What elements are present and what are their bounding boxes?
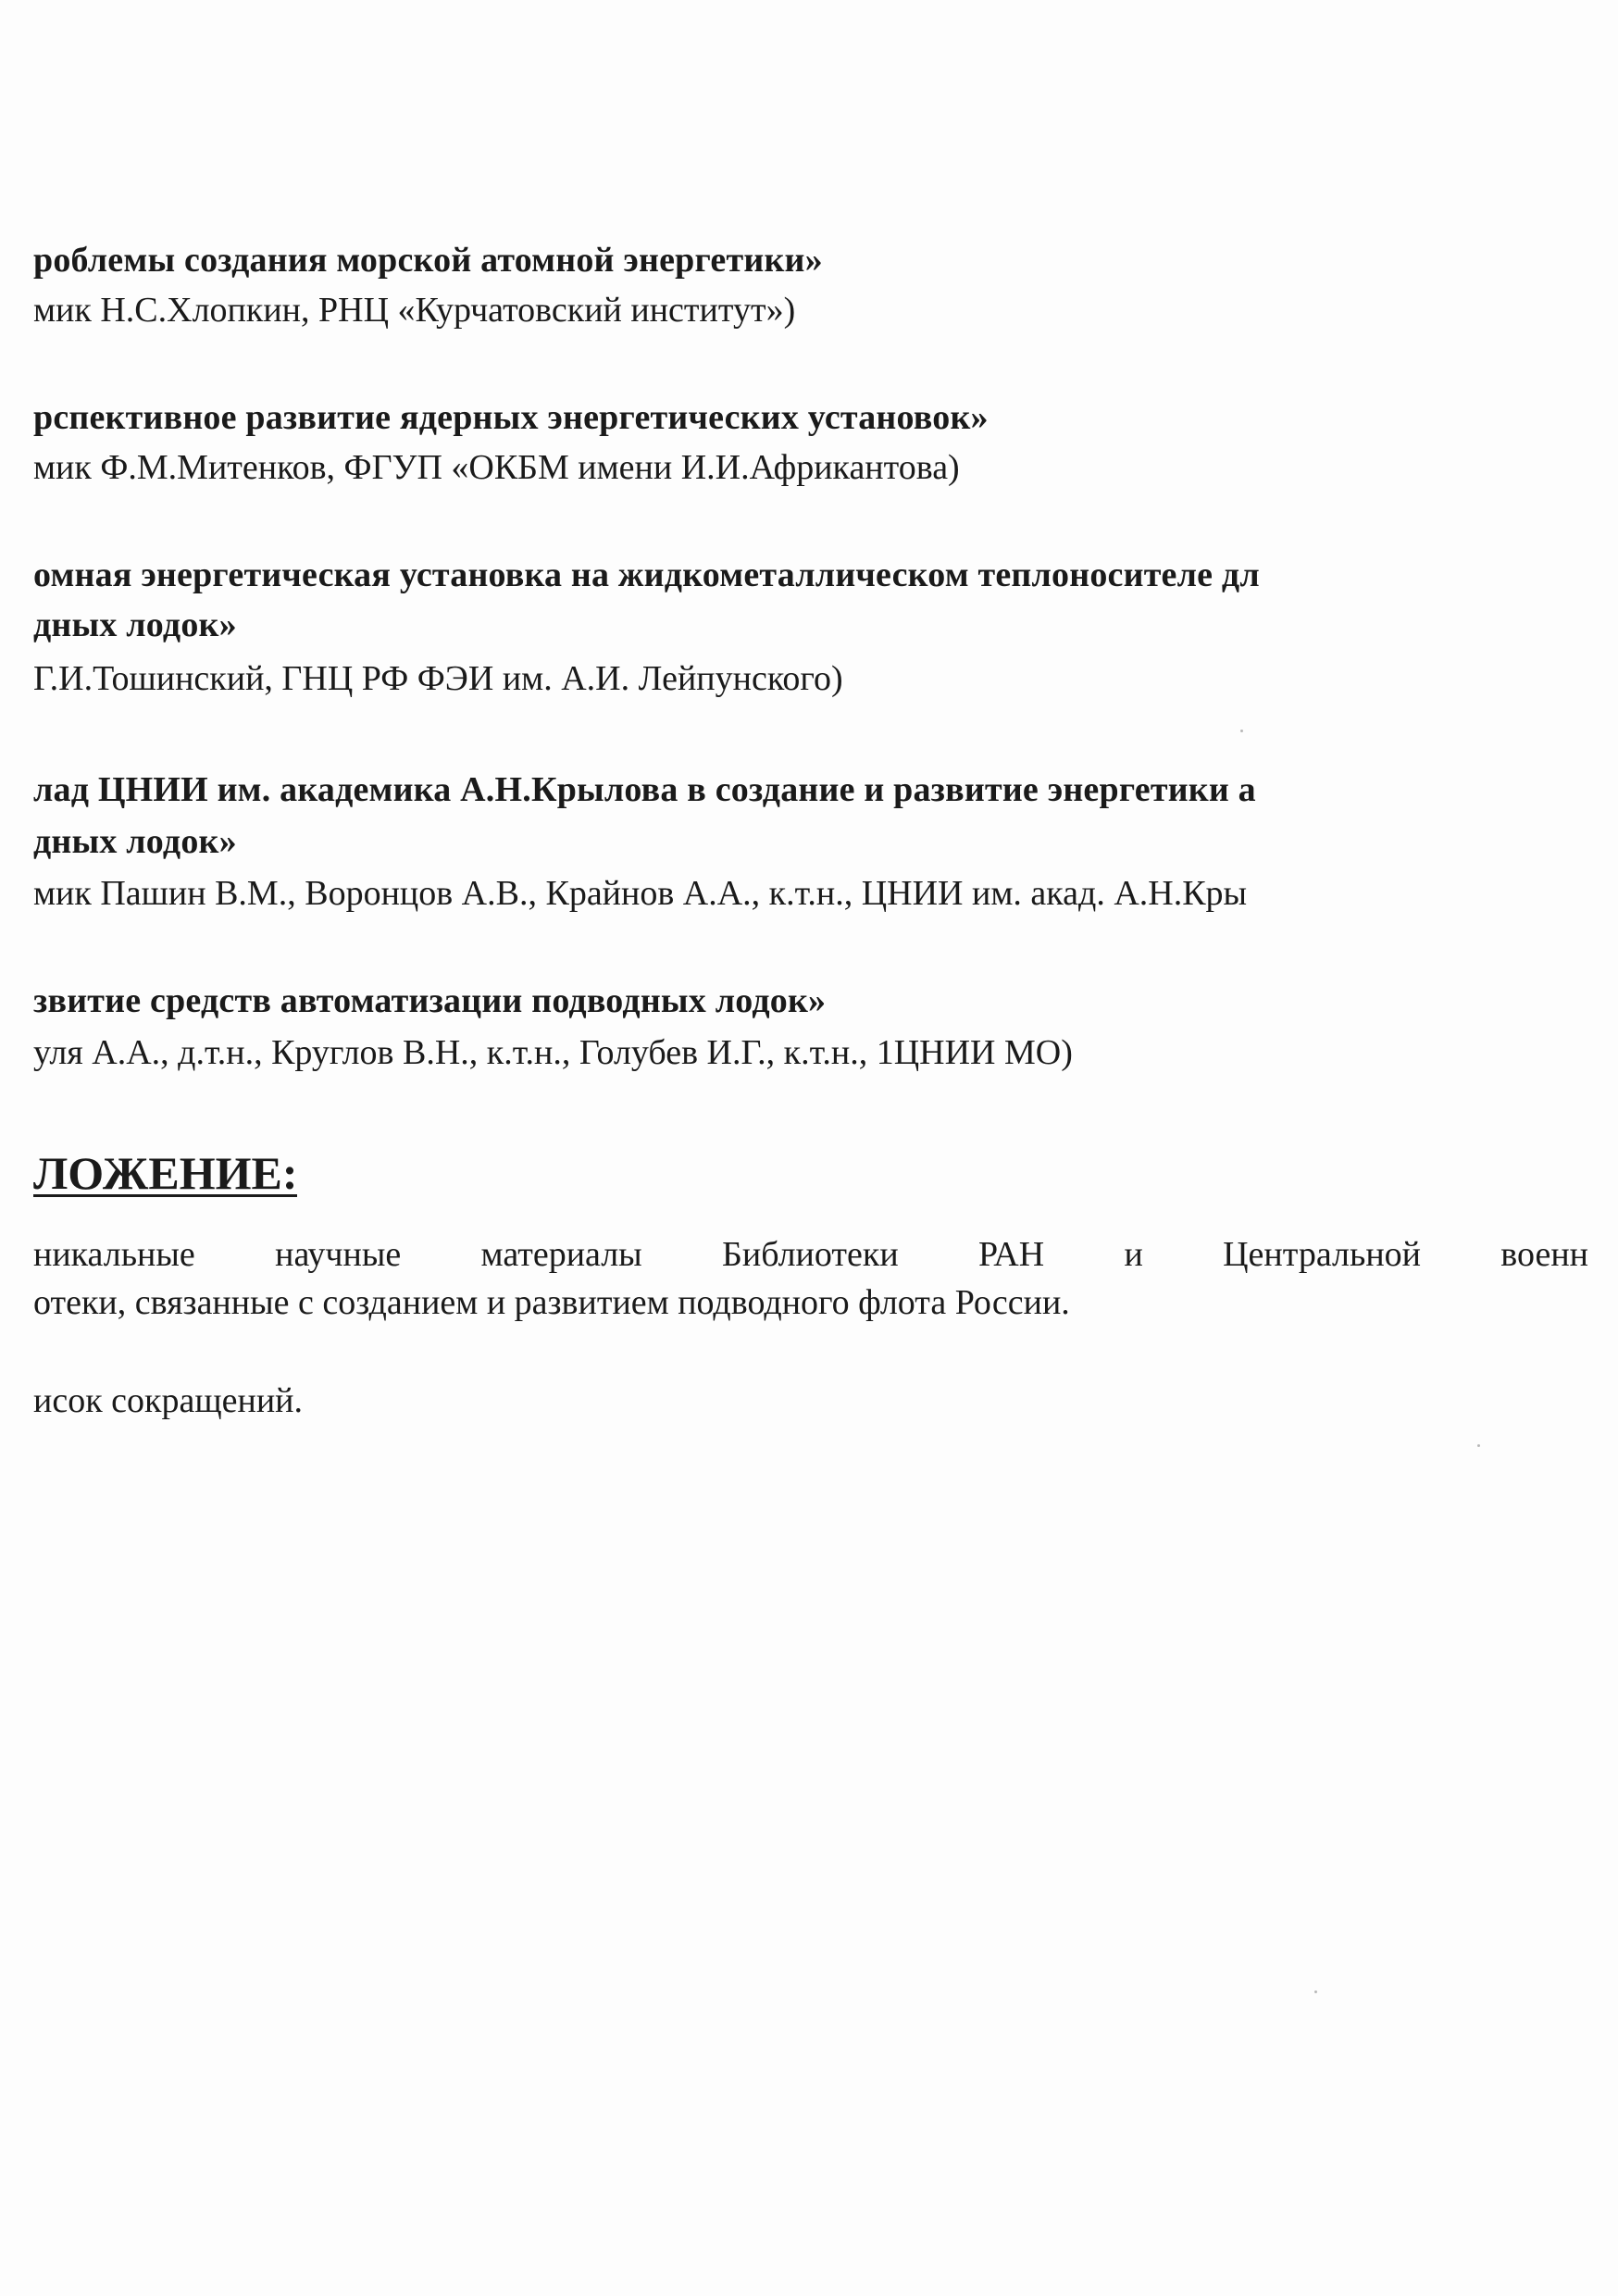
report-4-title-line-1: лад ЦНИИ им. академика А.Н.Крылова в создание и развитие энергетики а [33, 770, 1256, 809]
scan-speck [1477, 1444, 1480, 1447]
report-1-title: роблемы создания морской атомной энергетики» [33, 241, 823, 280]
appendix-heading: ЛОЖЕНИЕ: [33, 1147, 298, 1199]
report-2-author: мик Ф.М.Митенков, ФГУП «ОКБМ имени И.И.Африкантова) [33, 448, 960, 487]
report-1-author: мик Н.С.Хлопкин, РНЦ «Курчатовский институт») [33, 291, 796, 330]
appendix-item-1-line-2: отеки, связанные с созданием и развитием подводного флота России. [33, 1283, 1070, 1322]
report-3-title-line-1: омная энергетическая установка на жидкометаллическом теплоносителе дл [33, 555, 1260, 594]
report-4-title-line-2: дных лодок» [33, 822, 237, 861]
scan-speck [1240, 730, 1243, 732]
appendix-item-2: иcок сокращений. [33, 1381, 303, 1420]
report-3-author: Г.И.Тошинский, ГНЦ РФ ФЭИ им. А.И. Лейпунского) [33, 659, 843, 698]
report-3-title-line-2: дных лодок» [33, 605, 237, 644]
report-5-author: уля А.А., д.т.н., Круглов В.Н., к.т.н., Голубев И.Г., к.т.н., 1ЦНИИ МО) [33, 1033, 1073, 1072]
scan-speck [1314, 1990, 1317, 1993]
report-4-author: мик Пашин В.М., Воронцов А.В., Крайнов А.А., к.т.н., ЦНИИ им. акад. А.Н.Кры [33, 874, 1248, 913]
report-5-title: звитие средств автоматизации подводных лодок» [33, 981, 827, 1020]
report-2-title: рспективное развитие ядерных энергетических установок» [33, 398, 989, 437]
appendix-item-1-line-1: никальные научные материалы Библиотеки РАН и Центральной военн [33, 1235, 1588, 1274]
